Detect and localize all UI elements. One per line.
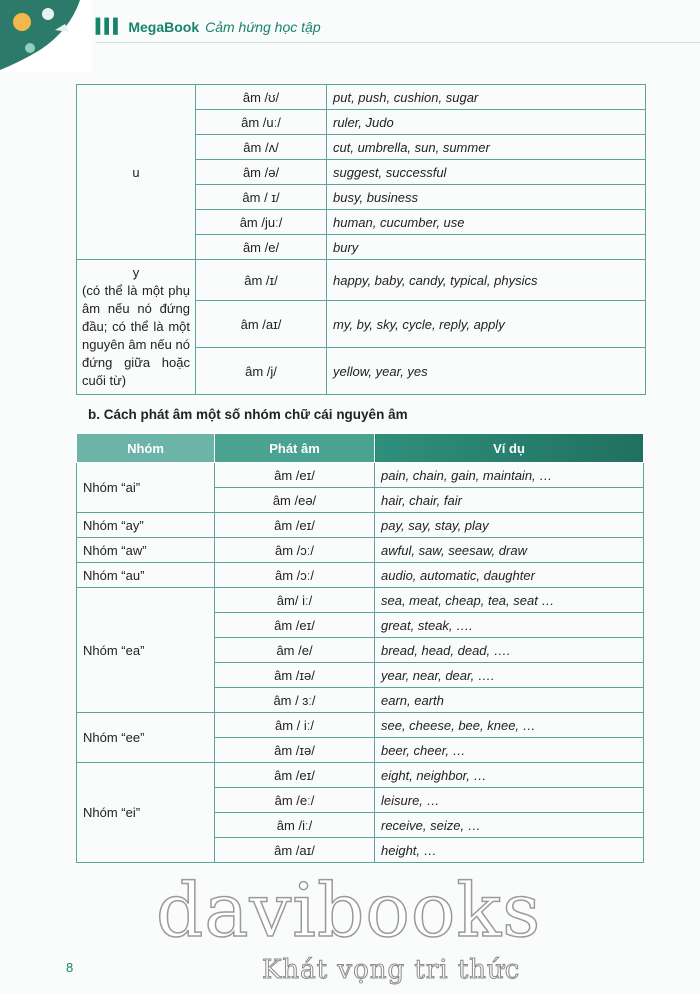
group-cell: Nhóm “ei” bbox=[77, 763, 215, 863]
sound-cell: âm /uː/ bbox=[196, 110, 327, 135]
sound-cell: âm /eɪ/ bbox=[215, 613, 375, 638]
watermark-slogan: Khát vọng tri thức bbox=[262, 955, 521, 985]
sound-cell: âm /j/ bbox=[196, 348, 327, 395]
example-cell: human, cucumber, use bbox=[327, 210, 646, 235]
letter-cell: u bbox=[77, 85, 196, 260]
section-b-title: b. Cách phát âm một số nhóm chữ cái nguyên âm bbox=[88, 407, 408, 422]
group-cell: Nhóm “ay” bbox=[77, 513, 215, 538]
table-row bbox=[77, 85, 646, 110]
letter-note: (có thể là một phụ âm nếu nó đứng đầu; có thể là một nguyên âm nếu nó đứng giữa hoặc cuối từ) bbox=[82, 283, 190, 388]
example-cell: put, push, cushion, sugar bbox=[327, 85, 646, 110]
sound-cell: âm /ʊ/ bbox=[196, 85, 327, 110]
sound-cell: âm /aɪ/ bbox=[196, 301, 327, 348]
sound-cell: âm /juː/ bbox=[196, 210, 327, 235]
group-cell: Nhóm “ai” bbox=[77, 463, 215, 513]
table-row bbox=[77, 260, 646, 301]
corner-illustration bbox=[0, 0, 92, 72]
table-row bbox=[77, 563, 644, 588]
example-cell: pain, chain, gain, maintain, … bbox=[375, 463, 644, 488]
example-cell: receive, seize, … bbox=[375, 813, 644, 838]
example-cell: yellow, year, yes bbox=[327, 348, 646, 395]
letter-label: y bbox=[132, 265, 140, 280]
table-row bbox=[77, 538, 644, 563]
example-cell: great, steak, …. bbox=[375, 613, 644, 638]
sound-cell: âm /ɪə/ bbox=[215, 738, 375, 763]
sound-cell: âm / iː/ bbox=[215, 713, 375, 738]
sound-cell: âm /eɪ/ bbox=[215, 763, 375, 788]
sound-cell: âm /iː/ bbox=[215, 813, 375, 838]
sound-cell: âm / ɪ/ bbox=[196, 185, 327, 210]
letter-cell bbox=[77, 260, 196, 395]
sound-cell: âm /ɔː/ bbox=[215, 538, 375, 563]
example-cell: ruler, Judo bbox=[327, 110, 646, 135]
example-cell: beer, cheer, … bbox=[375, 738, 644, 763]
group-cell: Nhóm “ea” bbox=[77, 588, 215, 713]
example-cell: height, … bbox=[375, 838, 644, 863]
sound-cell: âm /eə/ bbox=[215, 488, 375, 513]
brand-tagline: Cảm hứng học tập bbox=[205, 18, 321, 35]
sound-cell: âm /eː/ bbox=[215, 788, 375, 813]
group-cell: Nhóm “ee” bbox=[77, 713, 215, 763]
sound-cell: âm /e/ bbox=[215, 638, 375, 663]
group-cell: Nhóm “aw” bbox=[77, 538, 215, 563]
sound-cell: âm /aɪ/ bbox=[215, 838, 375, 863]
example-cell: awful, saw, seesaw, draw bbox=[375, 538, 644, 563]
sound-cell: âm / ɜː/ bbox=[215, 688, 375, 713]
sound-cell: âm /e/ bbox=[196, 235, 327, 260]
example-cell: happy, baby, candy, typical, physics bbox=[327, 260, 646, 301]
group-cell: Nhóm “au” bbox=[77, 563, 215, 588]
example-cell: audio, automatic, daughter bbox=[375, 563, 644, 588]
example-cell: cut, umbrella, sun, summer bbox=[327, 135, 646, 160]
brand-name: MegaBook bbox=[128, 18, 200, 35]
example-cell: bury bbox=[327, 235, 646, 260]
example-cell: leisure, … bbox=[375, 788, 644, 813]
table-row bbox=[77, 713, 644, 738]
header-divider bbox=[96, 42, 700, 43]
table-row bbox=[77, 513, 644, 538]
example-cell: sea, meat, cheap, tea, seat … bbox=[375, 588, 644, 613]
sound-cell: âm /ɪə/ bbox=[215, 663, 375, 688]
table-row bbox=[77, 763, 644, 788]
sound-cell: âm /ə/ bbox=[196, 160, 327, 185]
sound-cell: âm /ɔː/ bbox=[215, 563, 375, 588]
sound-cell: âm /eɪ/ bbox=[215, 463, 375, 488]
example-cell: my, by, sky, cycle, reply, apply bbox=[327, 301, 646, 348]
example-cell: year, near, dear, …. bbox=[375, 663, 644, 688]
example-cell: bread, head, dead, …. bbox=[375, 638, 644, 663]
example-cell: earn, earth bbox=[375, 688, 644, 713]
table-header-row bbox=[77, 434, 644, 463]
page-header bbox=[96, 18, 321, 35]
vowel-groups-table bbox=[76, 433, 644, 863]
example-cell: busy, business bbox=[327, 185, 646, 210]
sound-cell: âm /ʌ/ bbox=[196, 135, 327, 160]
sound-cell: âm /eɪ/ bbox=[215, 513, 375, 538]
sound-cell: âm/ iː/ bbox=[215, 588, 375, 613]
column-header-sound: Phát âm bbox=[215, 434, 375, 463]
example-cell: eight, neighbor, … bbox=[375, 763, 644, 788]
column-header-group: Nhóm bbox=[77, 434, 215, 463]
vowel-u-y-table bbox=[76, 84, 646, 395]
example-cell: suggest, successful bbox=[327, 160, 646, 185]
table-row bbox=[77, 588, 644, 613]
watermark-logo: davibooks bbox=[156, 868, 542, 954]
example-cell: hair, chair, fair bbox=[375, 488, 644, 513]
page-number: 8 bbox=[66, 960, 74, 975]
brand-bars-icon: ▍▍▍ bbox=[96, 18, 123, 34]
example-cell: see, cheese, bee, knee, … bbox=[375, 713, 644, 738]
table-row bbox=[77, 463, 644, 488]
sound-cell: âm /ɪ/ bbox=[196, 260, 327, 301]
column-header-examples: Ví dụ bbox=[375, 434, 644, 463]
example-cell: pay, say, stay, play bbox=[375, 513, 644, 538]
